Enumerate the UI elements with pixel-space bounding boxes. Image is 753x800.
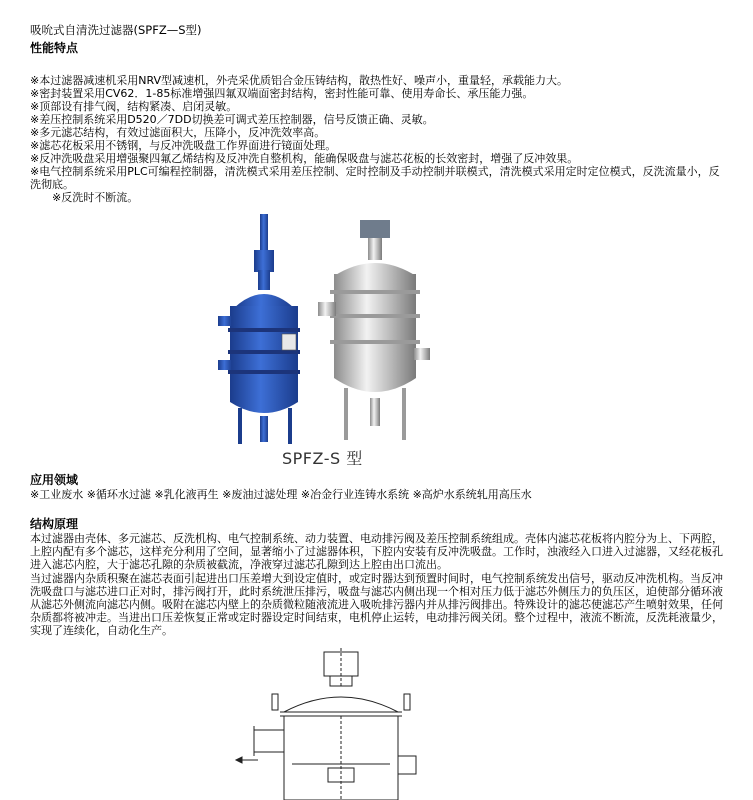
features-heading: 性能特点 [30, 41, 79, 55]
feature-item: ※反冲洗吸盘采用增强聚四氟乙烯结构及反冲洗自整机构，能确保吸盘与滤芯花板的长效密封，增强了反冲效果。 [30, 152, 579, 165]
feature-item: ※反洗时不断流。 [52, 191, 139, 204]
features-list [30, 74, 730, 204]
principle-heading: 结构原理 [30, 517, 79, 531]
principle-paragraph: 本过滤器由壳体、多元滤芯、反洗机构、电气控制系统、动力装置、电动排污阀及差压控制系统组成。壳体内滤芯花板将内腔分为上、下两腔，上腔内配有多个滤芯，这样充分利用了空间，显著缩小了过滤器体积，下腔内安装有反冲洗吸盘。工作时，浊液经入口进入过滤器，又经花板孔进入滤芯内腔，大于滤芯孔隙的杂质被截流，净液穿过滤芯孔隙到达上腔由出口流出。 [30, 532, 723, 571]
blue-filter-icon [218, 214, 300, 444]
feature-item: ※顶部设有排气阀，结构紧凑、启闭灵敏。 [30, 100, 238, 113]
feature-item: ※密封装置采用CV62．1-85标准增强四氟双端面密封结构，密封性能可靠、使用寿命长、承压能力强。 [30, 87, 534, 100]
feature-item: ※本过滤器减速机采用NRV型减速机，外壳采优质铝合金压铸结构，散热性好、噪声小，重量轻，承载能力大。 [30, 74, 569, 87]
principle-paragraph: 当过滤器内杂质积聚在滤芯表面引起进出口压差增大到设定值时，或定时器达到预置时间时，电气控制系统发出信号，驱动反冲洗机构。当反冲洗吸盘口与滤芯进口正对时，排污阀打开，此时系统泄压排污，吸盘与滤芯内侧出现一个相对压力低于滤芯外侧压力的负压区，迫使部分循环液从滤芯外侧流向滤芯内侧。吸附在滤芯内壁上的杂质微粒随液流进入吸吮排污器内并从排污阀排出。特殊设计的滤芯使滤芯产生喷射效果，任何杂质都将被冲走。当进出口压差恢复正常或定时器设定时间结束，电机停止运转，电动排污阀关闭。整个过程中，液流不断流，反洗耗液量少，实现了连续化，自动化生产。 [30, 572, 723, 637]
structure-diagram [232, 648, 450, 800]
feature-item: ※多元滤芯结构，有效过滤面积大，压降小，反冲洗效率高。 [30, 126, 326, 139]
applications-text: ※工业废水 ※循环水过滤 ※乳化液再生 ※废油过滤处理 ※冶金行业连铸水系统 ※高炉水系统轧用高压水 [30, 488, 532, 501]
product-photo [210, 210, 432, 472]
photo-caption: SPFZ-S 型 [282, 449, 363, 468]
feature-item: ※电气控制系统采用PLC可编程控制器，清洗模式采用差压控制、定时控制及手动控制并联模式，清洗模式采用定时定位模式，反洗流量小，反洗彻底。 [30, 165, 720, 191]
feature-item: ※滤芯花板采用不锈钢，与反冲洗吸盘工作界面进行镜面处理。 [30, 139, 337, 152]
feature-item: ※差压控制系统采用D520／7DD切换差可调式差压控制器，信号反馈正确、灵敏。 [30, 113, 434, 126]
flow-arrow-icon [236, 757, 258, 763]
page-title: 吸吮式自清洗过滤器(SPFZ—S型) [30, 23, 202, 37]
steel-filter-icon [318, 220, 430, 440]
applications-heading: 应用领域 [30, 473, 79, 487]
